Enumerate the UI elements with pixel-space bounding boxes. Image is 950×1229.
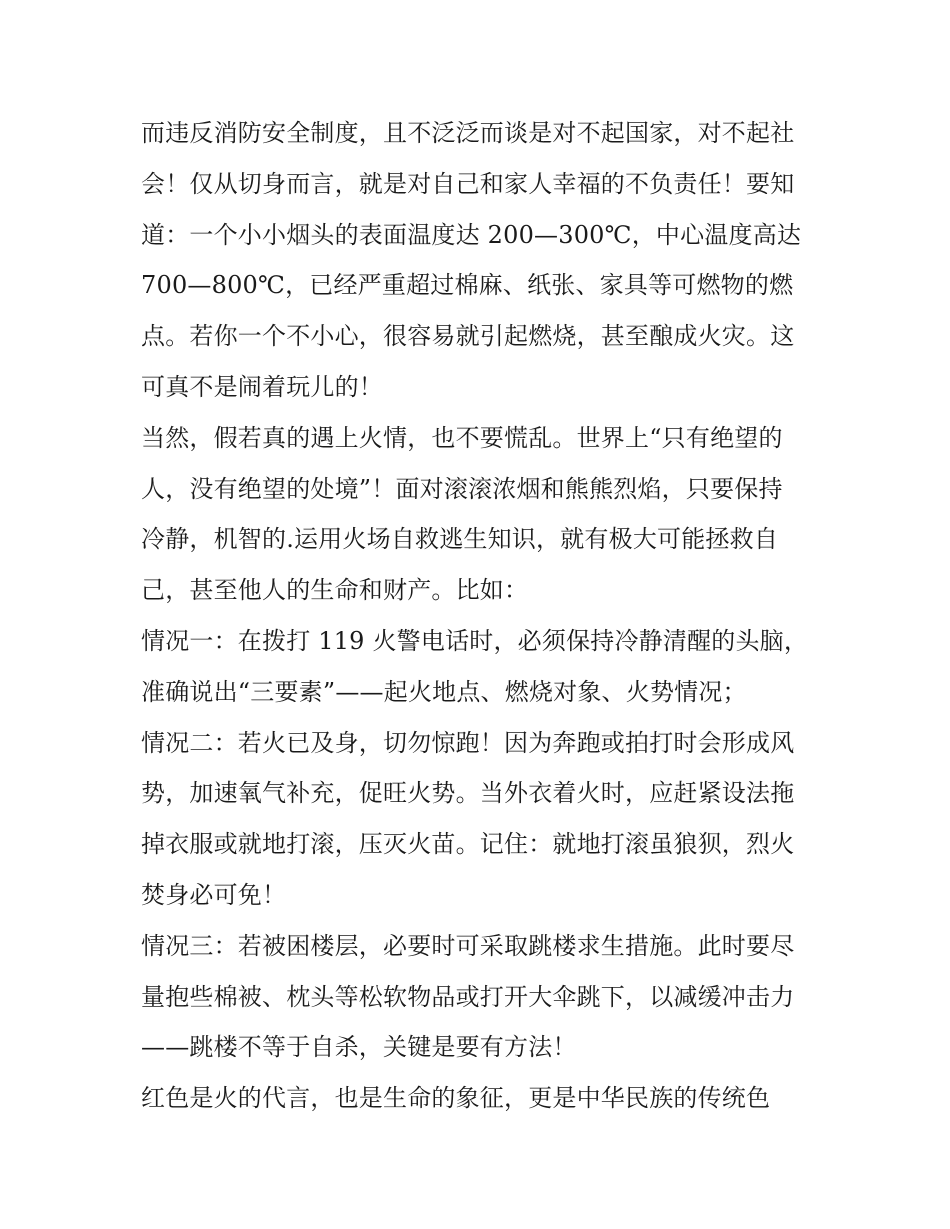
text-line: 势，加速氧气补充，促旺火势。当外衣着火时，应赶紧设法拖 — [141, 779, 795, 808]
text-line: 700—800℃，已经严重超过棉麻、纸张、家具等可燃物的燃 — [141, 271, 794, 300]
text-line: 己，甚至他人的生命和财产。比如： — [141, 576, 529, 605]
document-body-text — [141, 108, 821, 1124]
text-line: 红色是火的代言，也是生命的象征，更是中华民族的传统色 — [141, 1084, 771, 1113]
text-line: 点。若你一个不小心，很容易就引起燃烧，甚至酿成火灾。这 — [141, 322, 795, 351]
text-line: 道：一个小小烟头的表面温度达 200—300℃，中心温度高达 — [141, 220, 802, 249]
text-line: 情况二：若火已及身，切勿惊跑！因为奔跑或拍打时会形成风 — [141, 728, 795, 757]
text-line: 准确说出“三要素”——起火地点、燃烧对象、火势情况； — [141, 677, 747, 706]
text-line: 可真不是闹着玩儿的！ — [141, 372, 383, 401]
text-line: 人，没有绝望的处境”！面对滚滚浓烟和熊熊烈焰，只要保持 — [141, 474, 783, 503]
text-line: 情况三：若被困楼层，必要时可采取跳楼求生措施。此时要尽 — [141, 931, 795, 960]
text-line: 当然，假若真的遇上火情，也不要慌乱。世界上“只有绝望的 — [141, 423, 783, 452]
text-line: 而违反消防安全制度，且不泛泛而谈是对不起国家，对不起社 — [141, 119, 795, 147]
text-line: 会！仅从切身而言，就是对自己和家人幸福的不负责任！要知 — [141, 169, 795, 198]
text-line: 冷静，机智的.运用火场自救逃生知识，就有极大可能拯救自 — [141, 525, 779, 554]
text-line: 量抱些棉被、枕头等松软物品或打开大伞跳下，以减缓冲击力 — [141, 982, 795, 1011]
text-line: 情况一：在拨打 119 火警电话时，必须保持冷静清醒的头脑， — [141, 626, 809, 655]
text-line: 焚身必可免！ — [141, 880, 287, 909]
text-line: ——跳楼不等于自杀，关键是要有方法！ — [141, 1033, 577, 1062]
text-line: 掉衣服或就地打滚，压灭火苗。记住：就地打滚虽狼狈，烈火 — [141, 830, 795, 859]
